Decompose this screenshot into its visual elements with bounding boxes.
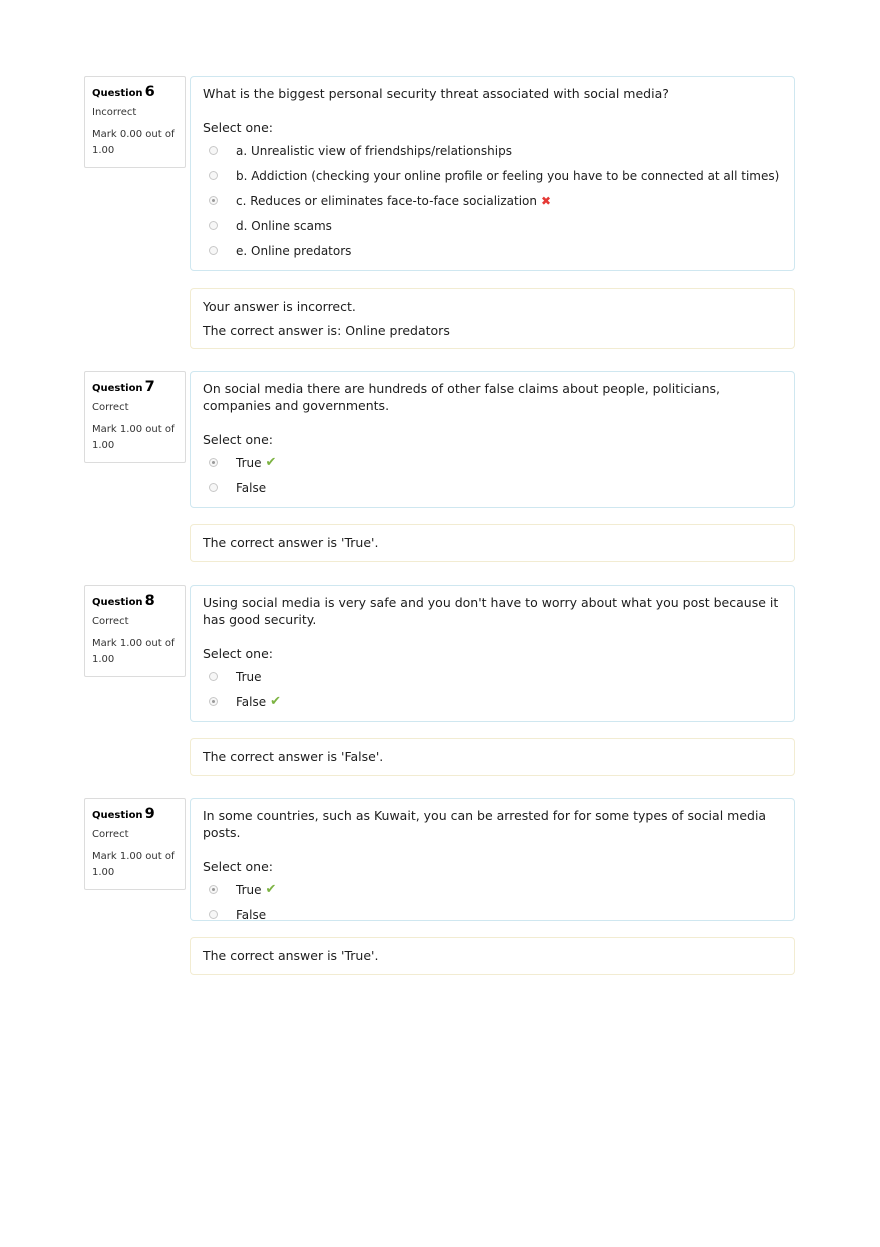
correct-answer-text: The correct answer is 'True'. (203, 948, 379, 963)
option-label: False (236, 907, 267, 922)
question-state: Incorrect (92, 107, 137, 118)
answer-option[interactable] (203, 689, 782, 714)
correct-answer-text: The correct answer is: Online predators (203, 323, 450, 338)
radio-button-selected[interactable] (209, 196, 218, 205)
check-icon: ✔ (265, 882, 277, 897)
radio-button-selected[interactable] (209, 458, 218, 467)
check-icon: ✔ (270, 694, 282, 709)
option-label: d. Online scams (236, 218, 332, 233)
question-feedback (190, 738, 795, 776)
question-info (84, 371, 186, 463)
question-feedback (190, 288, 795, 349)
answer-option[interactable] (203, 188, 782, 213)
question-number: Question 9 (92, 806, 155, 822)
question-text: On social media there are hundreds of other false claims about people, politicians, companies and governments. (203, 381, 720, 413)
answer-options (203, 664, 782, 714)
question-grade: Mark 1.00 out of 1.00 (92, 638, 175, 665)
option-label: e. Online predators (236, 243, 352, 258)
select-prompt: Select one: (203, 859, 274, 874)
question-info (84, 798, 186, 890)
radio-button-selected[interactable] (209, 697, 218, 706)
radio-button[interactable] (209, 221, 218, 230)
answer-option[interactable] (203, 902, 782, 927)
radio-button[interactable] (209, 146, 218, 155)
option-label: c. Reduces or eliminates face-to-face socialization (236, 193, 538, 208)
radio-button[interactable] (209, 910, 218, 919)
question-feedback (190, 524, 795, 562)
question-info (84, 585, 186, 677)
select-prompt: Select one: (203, 120, 274, 135)
answer-option[interactable] (203, 163, 782, 188)
answer-option[interactable] (203, 450, 782, 475)
option-label: True (236, 455, 262, 470)
option-label: True (236, 882, 262, 897)
question-formulation (190, 76, 795, 271)
question-state: Correct (92, 829, 129, 840)
answer-option[interactable] (203, 138, 782, 163)
question-text: What is the biggest personal security threat associated with social media? (203, 86, 669, 101)
answer-option[interactable] (203, 475, 782, 500)
option-label: b. Addiction (checking your online profile or feeling you have to be connected at all times) (236, 168, 780, 183)
question-feedback (190, 937, 795, 975)
question-formulation (190, 585, 795, 722)
correct-answer-text: The correct answer is 'False'. (203, 749, 384, 764)
radio-button[interactable] (209, 171, 218, 180)
radio-button-selected[interactable] (209, 885, 218, 894)
question-state: Correct (92, 402, 129, 413)
question-formulation (190, 798, 795, 921)
question-number: Question 6 (92, 84, 155, 100)
feedback-text: Your answer is incorrect. (203, 299, 356, 314)
radio-button[interactable] (209, 483, 218, 492)
question-number: Question 8 (92, 593, 155, 609)
answer-option[interactable] (203, 213, 782, 238)
select-prompt: Select one: (203, 646, 274, 661)
answer-option[interactable] (203, 877, 782, 902)
option-label: a. Unrealistic view of friendships/relationships (236, 143, 512, 158)
question-text: Using social media is very safe and you don't have to worry about what you post because it has good security. (203, 595, 779, 627)
answer-options (203, 138, 782, 263)
cross-icon: ✖ (541, 193, 552, 208)
option-label: False (236, 694, 267, 709)
question-grade: Mark 1.00 out of 1.00 (92, 851, 175, 878)
correct-answer-text: The correct answer is 'True'. (203, 535, 379, 550)
question-number: Question 7 (92, 379, 155, 395)
select-prompt: Select one: (203, 432, 274, 447)
option-label: False (236, 480, 267, 495)
check-icon: ✔ (265, 455, 277, 470)
radio-button[interactable] (209, 246, 218, 255)
answer-options (203, 450, 782, 500)
answer-option[interactable] (203, 664, 782, 689)
answer-options (203, 877, 782, 927)
question-state: Correct (92, 616, 129, 627)
question-grade: Mark 0.00 out of 1.00 (92, 129, 175, 156)
answer-option[interactable] (203, 238, 782, 263)
question-info (84, 76, 186, 168)
option-label: True (236, 669, 262, 684)
radio-button[interactable] (209, 672, 218, 681)
question-grade: Mark 1.00 out of 1.00 (92, 424, 175, 451)
question-text: In some countries, such as Kuwait, you can be arrested for for some types of social media posts. (203, 808, 767, 840)
question-formulation (190, 371, 795, 508)
